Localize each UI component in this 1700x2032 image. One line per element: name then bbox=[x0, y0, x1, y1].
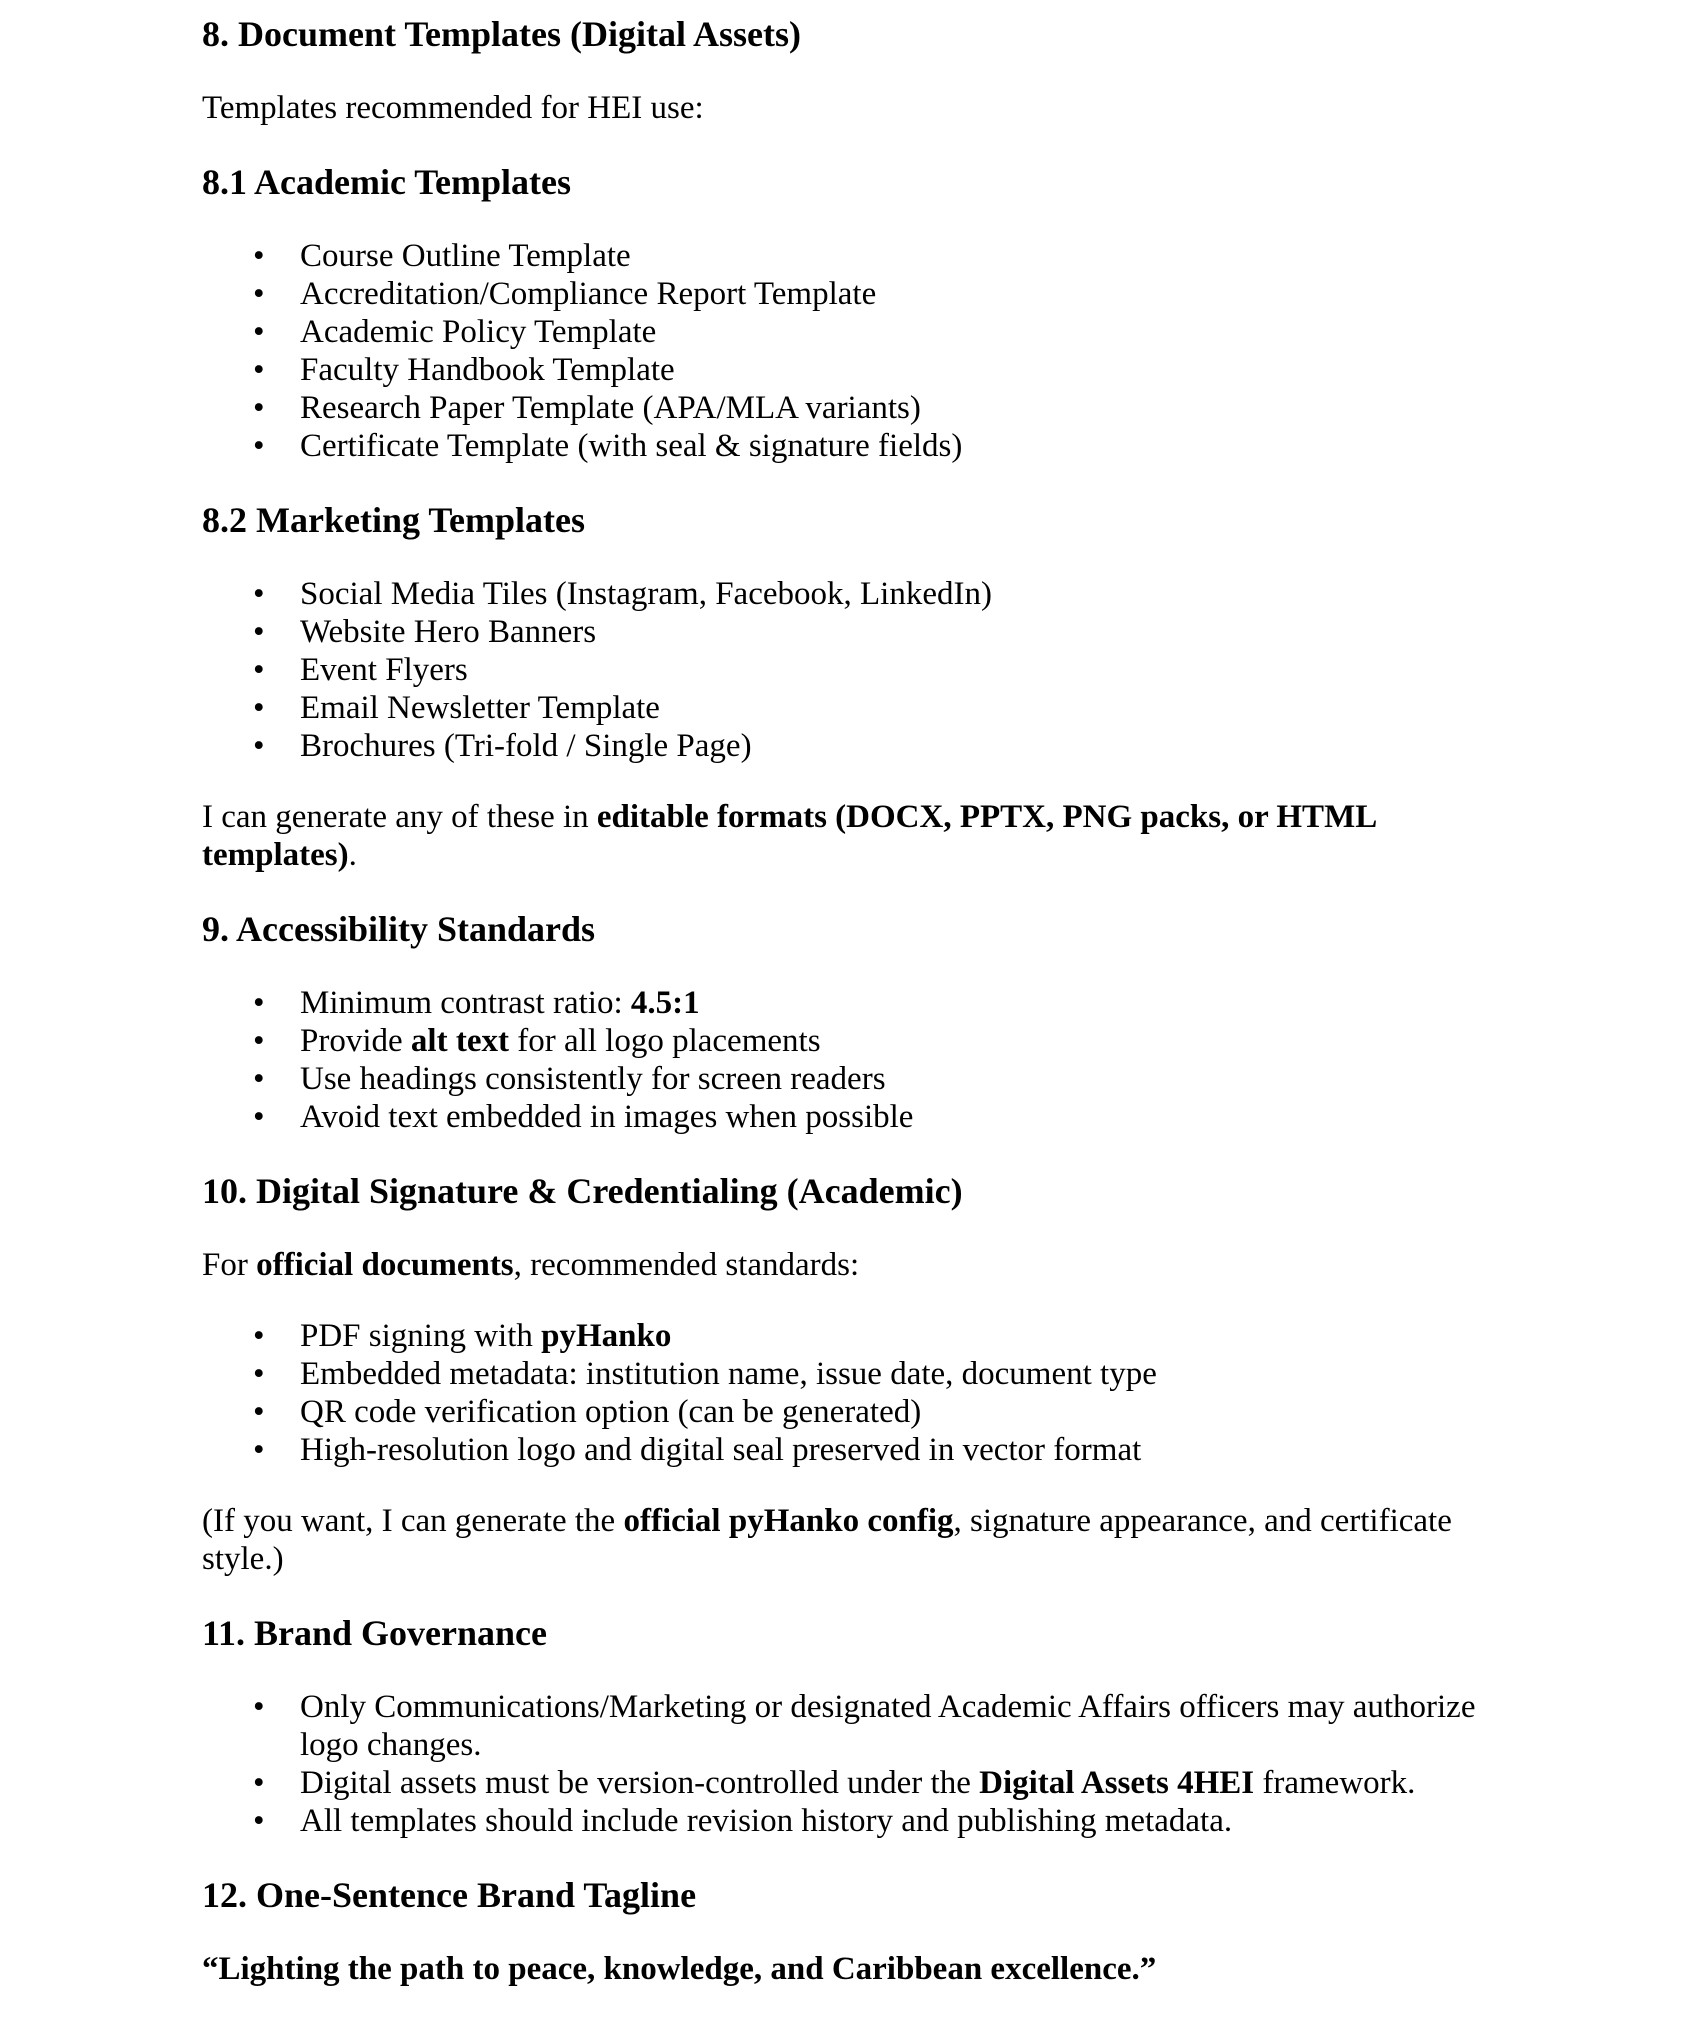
section-heading: 12. One-Sentence Brand Tagline bbox=[202, 1875, 697, 1915]
section-heading: 11. Brand Governance bbox=[202, 1613, 548, 1653]
list-item bbox=[300, 1802, 1500, 1840]
text-run: QR code verification option (can be generated) bbox=[300, 1394, 922, 1430]
bold-text-run: pyHanko bbox=[541, 1318, 672, 1354]
bullet-list bbox=[202, 575, 1500, 765]
section-heading: 10. Digital Signature & Credentialing (Academic) bbox=[202, 1171, 963, 1211]
list-item bbox=[300, 984, 1500, 1022]
text-run: Faculty Handbook Template bbox=[300, 352, 675, 388]
bold-text-run: alt text bbox=[410, 1023, 509, 1059]
bold-text-run: 4.5:1 bbox=[630, 985, 700, 1021]
list-item bbox=[300, 389, 1500, 427]
paragraph bbox=[202, 1246, 1500, 1284]
text-run: Social Media Tiles (Instagram, Facebook, LinkedIn) bbox=[300, 576, 992, 612]
text-run: Digital assets must be version-controlled under the bbox=[300, 1765, 980, 1801]
text-run: High-resolution logo and digital seal preserved in vector format bbox=[300, 1432, 1142, 1468]
list-item bbox=[300, 313, 1500, 351]
text-run: Avoid text embedded in images when possible bbox=[300, 1099, 914, 1135]
list-item bbox=[300, 575, 1500, 613]
section-heading: 8.2 Marketing Templates bbox=[202, 500, 585, 540]
list-item bbox=[300, 613, 1500, 651]
section-heading: 8.1 Academic Templates bbox=[202, 162, 571, 202]
list-item bbox=[300, 237, 1500, 275]
list-item bbox=[300, 1431, 1500, 1469]
text-run: All templates should include revision history and publishing metadata. bbox=[300, 1803, 1233, 1839]
text-run: for all logo placements bbox=[508, 1023, 821, 1059]
list-item bbox=[300, 1393, 1500, 1431]
list-item bbox=[300, 1060, 1500, 1098]
bullet-list bbox=[202, 984, 1500, 1136]
paragraph bbox=[202, 1502, 1500, 1578]
text-run: Embedded metadata: institution name, issue date, document type bbox=[300, 1356, 1157, 1392]
text-run: , recommended standards: bbox=[513, 1247, 860, 1283]
text-run: Academic Policy Template bbox=[300, 314, 657, 350]
list-item bbox=[300, 427, 1500, 465]
list-item bbox=[300, 1764, 1500, 1802]
paragraph bbox=[202, 798, 1500, 874]
text-run: Website Hero Banners bbox=[300, 614, 597, 650]
text-run: Email Newsletter Template bbox=[300, 690, 660, 726]
bold-text-run: official pyHanko config bbox=[623, 1503, 954, 1539]
text-run: For bbox=[202, 1247, 257, 1283]
text-run: (If you want, I can generate the bbox=[202, 1503, 624, 1539]
text-run: I can generate any of these in bbox=[202, 799, 597, 835]
text-run: Brochures (Tri-fold / Single Page) bbox=[300, 728, 752, 764]
bold-text-run: editable formats (DOCX, PPTX, PNG packs, or HTML templates) bbox=[202, 799, 1376, 873]
list-item bbox=[300, 351, 1500, 389]
section-heading: 9. Accessibility Standards bbox=[202, 909, 596, 949]
text-run: Course Outline Template bbox=[300, 238, 631, 274]
bullet-list bbox=[202, 1317, 1500, 1469]
list-item bbox=[300, 1355, 1500, 1393]
text-run: , signature appearance, and certificate style.) bbox=[202, 1503, 1452, 1577]
text-run: Accreditation/Compliance Report Template bbox=[300, 276, 877, 312]
text-run: Minimum contrast ratio: bbox=[300, 985, 631, 1021]
paragraph bbox=[202, 1950, 1500, 1988]
list-item bbox=[300, 651, 1500, 689]
text-run: PDF signing with bbox=[300, 1318, 542, 1354]
list-item bbox=[300, 1098, 1500, 1136]
section-heading: 8. Document Templates (Digital Assets) bbox=[202, 14, 801, 54]
text-run: framework. bbox=[1254, 1765, 1416, 1801]
list-item bbox=[300, 1688, 1500, 1764]
list-item bbox=[300, 1022, 1500, 1060]
text-run: . bbox=[348, 837, 357, 873]
list-item bbox=[300, 727, 1500, 765]
text-run: Provide bbox=[300, 1023, 411, 1059]
paragraph bbox=[202, 89, 1500, 127]
text-run: Only Communications/Marketing or designated Academic Affairs officers may authorize logo changes. bbox=[300, 1689, 1476, 1763]
text-run: Use headings consistently for screen readers bbox=[300, 1061, 886, 1097]
bullet-list bbox=[202, 237, 1500, 465]
bullet-list bbox=[202, 1688, 1500, 1840]
text-run: Research Paper Template (APA/MLA variants) bbox=[300, 390, 921, 426]
bold-text-run: “Lighting the path to peace, knowledge, and Caribbean excellence.” bbox=[202, 1951, 1157, 1987]
text-run: Templates recommended for HEI use: bbox=[202, 90, 704, 126]
list-item bbox=[300, 1317, 1500, 1355]
text-run: Certificate Template (with seal & signature fields) bbox=[300, 428, 963, 464]
text-run: Event Flyers bbox=[300, 652, 468, 688]
list-item bbox=[300, 689, 1500, 727]
bold-text-run: official documents bbox=[256, 1247, 514, 1283]
bold-text-run: Digital Assets 4HEI bbox=[979, 1765, 1255, 1801]
list-item bbox=[300, 275, 1500, 313]
